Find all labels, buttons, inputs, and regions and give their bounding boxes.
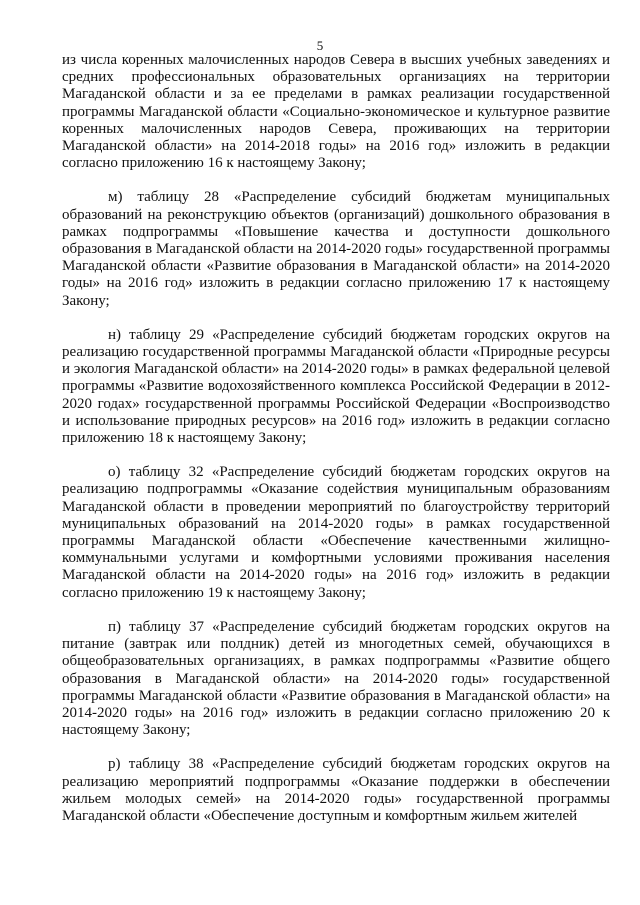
paragraph-item-n: н) таблицу 29 «Распределение субсидий бюджетам городских округов на реализацию государственной программы Магаданской области «Природные ресурсы и экология Магаданской области» на 2014-2020 годы» в рамках федеральной целевой программы «Развитие водохозяйственного комплекса Российской Федерации в 2012-2020 годах» государственной программы Российской Федерации «Воспроизводство и использование природных ресурсов» на 2016 год» изложить в редакции согласно приложению 18 к настоящему Закону;	[62, 326, 610, 447]
paragraph-item-p: п) таблицу 37 «Распределение субсидий бюджетам городских округов на питание (завтрак или полдник) детей из многодетных семей, обучающихся в общеобразовательных организациях, в рамках подпрограммы «Развитие общего образования в Магаданской области» на 2014-2020 годы» государственной программы Магаданской области «Развитие образования в Магаданской области» на 2014-2020 годы» на 2016 год» изложить в редакции согласно приложению 20 к настоящему Закону;	[62, 618, 610, 739]
page-number: 5	[316, 38, 324, 53]
paragraph-continuation: из числа коренных малочисленных народов Севера в высших учебных заведениях и средних профессиональных образовательных организациях на территории Магаданской области и за ее пределами в рамках реализации государственной программы Магаданской области «Социально-экономическое и культурное развитие коренных малочисленных народов Севера, проживающих на территории Магаданской области» на 2014-2018 годы» на 2016 год» изложить в редакции согласно приложению 16 к настоящему Закону;	[62, 52, 610, 172]
paragraph-spacer	[62, 310, 610, 327]
paragraph-spacer	[62, 739, 610, 756]
paragraph-spacer	[62, 602, 610, 619]
paragraph-spacer	[62, 447, 610, 464]
paragraph-item-o: о) таблицу 32 «Распределение субсидий бюджетам городских округов на реализацию подпрограммы «Оказание содействия муниципальным образованиям Магаданской области в проведении мероприятий по благоустройству территорий муниципальных образований на 2014-2020 годы» в рамках государственной программы Магаданской области «Обеспечение качественными жилищно-коммунальными услугами и комфортными условиями проживания населения Магаданской области на 2014-2020 годы» на 2016 год» изложить в редакции согласно приложению 19 к настоящему Закону;	[62, 464, 610, 601]
document-body	[62, 52, 610, 825]
paragraph-spacer	[62, 172, 610, 189]
paragraph-item-r: р) таблицу 38 «Распределение субсидий бюджетам городских округов на реализацию мероприятий подпрограммы «Оказание поддержки в обеспечении жильем молодых семей» на 2014-2020 годы» государственной программы Магаданской области «Обеспечение доступным и комфортным жильем жителей	[62, 756, 610, 824]
paragraph-item-m: м) таблицу 28 «Распределение субсидий бюджетам муниципальных образований на реконструкцию объектов (организаций) дошкольного образования в рамках подпрограммы «Повышение качества и доступности дошкольного образования в Магаданской области на 2014-2020 годы» государственной программы Магаданской области «Развитие образования в Магаданской области» на 2014-2020 годы» на 2016 год» изложить в редакции согласно приложению 17 к настоящему Закону;	[62, 189, 610, 309]
